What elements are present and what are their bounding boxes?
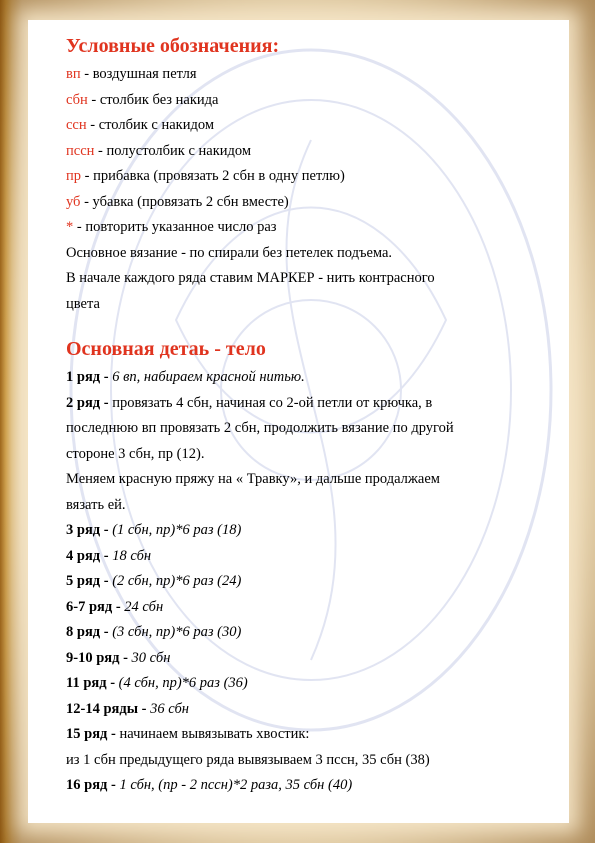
pattern-row bbox=[66, 595, 566, 621]
row-text: 36 сбн bbox=[150, 700, 189, 717]
row-text: (2 сбн, пр)*6 раз (24) bbox=[112, 573, 242, 589]
row-label: 2 ряд - bbox=[66, 394, 113, 411]
paper-sheet bbox=[28, 20, 569, 823]
pattern-row bbox=[66, 773, 566, 799]
row-text: (3 сбн, пр)*6 раз (30) bbox=[112, 624, 242, 640]
row-label: 9-10 ряд - bbox=[66, 649, 132, 666]
row-label: 15 ряд - bbox=[66, 726, 120, 742]
legend-list bbox=[66, 62, 566, 241]
pattern-row bbox=[66, 442, 566, 468]
legend-item bbox=[66, 139, 566, 165]
legend-abbr: уб bbox=[66, 193, 81, 210]
pattern-row bbox=[66, 365, 566, 391]
document-content bbox=[66, 34, 566, 799]
legend-desc: - повторить указанное число раз bbox=[73, 219, 277, 235]
legend-desc: - столбик без накида bbox=[87, 91, 219, 108]
row-text: провязать 4 сбн, начиная со 2-ой петли от крючка, в bbox=[112, 394, 433, 411]
pattern-row bbox=[66, 671, 566, 697]
section-title: Основная детаь - тело bbox=[66, 338, 266, 360]
legend-item bbox=[66, 113, 566, 139]
legend-desc: - убавка (провязать 2 сбн вместе) bbox=[80, 193, 289, 210]
row-text: (1 сбн, пр)*6 раз (18) bbox=[112, 522, 242, 538]
legend-abbr: ссн bbox=[66, 117, 87, 133]
row-text: 18 сбн bbox=[112, 547, 152, 564]
rows-list bbox=[66, 365, 566, 799]
row-text: 24 сбн bbox=[124, 598, 164, 615]
row-label: 6-7 ряд - bbox=[66, 598, 125, 615]
legend-abbr: пр bbox=[66, 168, 82, 184]
legend-note-spiral: Основное вязание - по спирали без петелек подъема. bbox=[66, 244, 393, 261]
pattern-row bbox=[66, 518, 566, 544]
legend-abbr: сбн bbox=[66, 91, 88, 108]
row-text: начинаем вывязывать хвостик: bbox=[119, 726, 310, 742]
row-text: (4 сбн, пр)*6 раз (36) bbox=[118, 675, 248, 691]
legend-desc: - столбик с накидом bbox=[86, 117, 214, 133]
legend-note-marker-cont: цвета bbox=[66, 295, 100, 312]
pattern-row bbox=[66, 391, 566, 417]
legend-note-marker: В начале каждого ряда ставим МАРКЕР - нить контрасного bbox=[66, 270, 435, 286]
legend-item bbox=[66, 190, 566, 216]
row-label: 16 ряд - bbox=[66, 777, 120, 793]
pattern-row bbox=[66, 493, 566, 519]
row-text: стороне 3 сбн, пр (12). bbox=[66, 445, 205, 462]
row-label: 4 ряд - bbox=[66, 547, 113, 564]
legend-abbr: * bbox=[66, 219, 74, 235]
legend-title: Условные обозначения: bbox=[66, 35, 280, 57]
row-text: последнюю вп провязать 2 сбн, продолжить вязание по другой bbox=[66, 420, 454, 436]
row-label: 11 ряд - bbox=[66, 675, 119, 691]
pattern-row bbox=[66, 646, 566, 672]
legend-abbr: вп bbox=[66, 66, 81, 82]
row-label: 3 ряд - bbox=[66, 522, 113, 538]
legend-desc: - воздушная петля bbox=[80, 66, 197, 82]
legend-abbr: пссн bbox=[66, 142, 95, 159]
pattern-row bbox=[66, 620, 566, 646]
pattern-row bbox=[66, 748, 566, 774]
row-label: 8 ряд - bbox=[66, 624, 113, 640]
legend-desc: - полустолбик с накидом bbox=[94, 142, 252, 159]
row-text: 1 сбн, (пр - 2 пссн)*2 раза, 35 сбн (40) bbox=[119, 777, 353, 793]
row-label: 12-14 ряды - bbox=[66, 700, 151, 717]
legend-desc: - прибавка (провязать 2 сбн в одну петлю) bbox=[81, 168, 345, 184]
legend-item bbox=[66, 62, 566, 88]
row-text: 30 сбн bbox=[131, 649, 171, 666]
row-label: 1 ряд - bbox=[66, 369, 113, 385]
pattern-row bbox=[66, 697, 566, 723]
pattern-row bbox=[66, 416, 566, 442]
row-text: Меняем красную пряжу на « Травку», и дальше продалжаем bbox=[66, 471, 440, 487]
row-text: из 1 сбн предыдущего ряда вывязываем 3 пссн, 35 сбн (38) bbox=[66, 751, 430, 768]
row-text: 6 вп, набираем красной нитью. bbox=[112, 369, 305, 385]
legend-item bbox=[66, 88, 566, 114]
row-text: вязать ей. bbox=[66, 496, 126, 513]
pattern-row bbox=[66, 569, 566, 595]
pattern-row bbox=[66, 722, 566, 748]
pattern-row bbox=[66, 467, 566, 493]
row-label: 5 ряд - bbox=[66, 573, 113, 589]
legend-item bbox=[66, 164, 566, 190]
pattern-row bbox=[66, 544, 566, 570]
legend-item bbox=[66, 215, 566, 241]
